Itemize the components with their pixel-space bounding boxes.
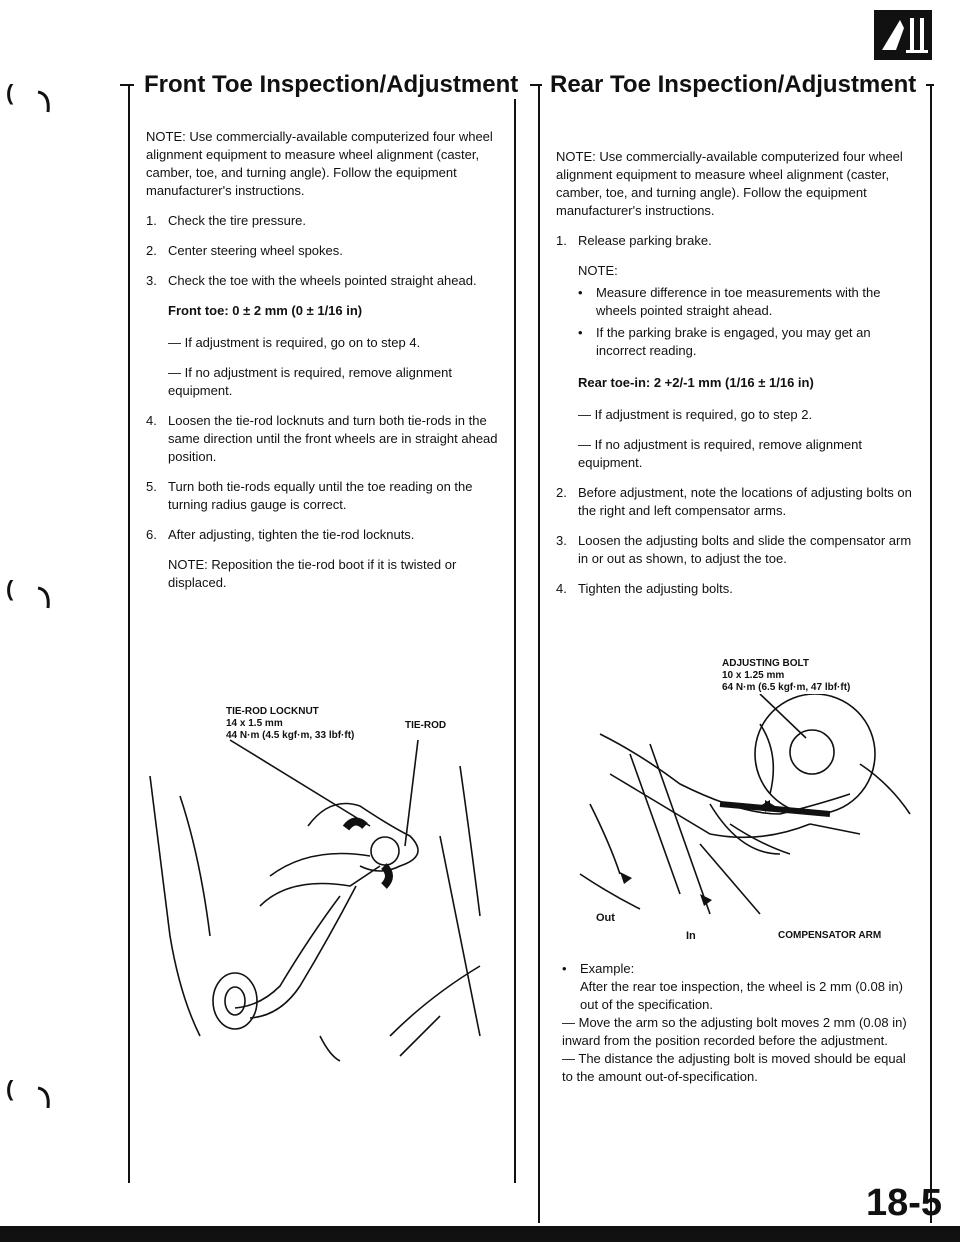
step xyxy=(146,526,502,544)
left-body xyxy=(146,128,502,604)
step-number: 4. xyxy=(146,413,157,428)
margin-bracket: ( xyxy=(6,576,14,601)
out-label: Out xyxy=(596,912,615,924)
page-number: 18-5 xyxy=(865,1182,942,1224)
title-rule-left xyxy=(530,84,542,86)
front-toe-spec: Front toe: 0 ± 2 mm (0 ± 1/16 in) xyxy=(168,303,363,318)
step-text: Turn both tie-rods equally until the toe reading on the turning radius gauge is correct. xyxy=(168,479,473,512)
right-note: NOTE: Use commercially-available computerized four wheel alignment equipment to measure wheel alignment (caster, camber, toe, and turning angle). Follow the equipment manufacturer's instructions. xyxy=(556,149,903,218)
step xyxy=(556,484,914,520)
left-note: NOTE: Use commercially-available computerized four wheel alignment equipment to measure wheel alignment (caster, camber, toe, and turning angle). Follow the equipment manufacturer's instructions. xyxy=(146,129,493,198)
margin-arrow-icon xyxy=(34,586,54,610)
step-text: Loosen the adjusting bolts and slide the compensator arm in or out as shown, to adjust the toe. xyxy=(578,533,912,566)
in-label: In xyxy=(686,930,696,942)
margin-bracket: ( xyxy=(6,1076,14,1101)
bullet-item xyxy=(556,324,914,360)
bullet-icon: • xyxy=(578,285,583,300)
left-section-title: Front Toe Inspection/Adjustment xyxy=(138,71,524,99)
adjusting-bolt-callout xyxy=(722,658,850,694)
step-text: Tighten the adjusting bolts. xyxy=(578,581,733,596)
step xyxy=(556,532,914,568)
dash-item: — If adjustment is required, go to step 2. xyxy=(578,407,813,422)
left-title-bar xyxy=(120,62,520,108)
section-icon xyxy=(874,10,932,60)
title-rule xyxy=(926,84,934,86)
step xyxy=(146,412,502,466)
bullet-text: If the parking brake is engaged, you may get an incorrect reading. xyxy=(596,325,871,358)
tie-rod-callout: TIE-ROD xyxy=(405,720,447,731)
step-number: 5. xyxy=(146,479,157,494)
step-text: Center steering wheel spokes. xyxy=(168,243,343,258)
front-toe-diagram xyxy=(140,736,502,1066)
callout-line: 10 x 1.25 mm xyxy=(722,670,785,681)
left-note-2: NOTE: Reposition the tie-rod boot if it is twisted or displaced. xyxy=(168,557,457,590)
right-section-title: Rear Toe Inspection/Adjustment xyxy=(544,71,922,99)
step-number: 4. xyxy=(556,581,567,596)
step-text: Release parking brake. xyxy=(578,233,712,248)
right-body xyxy=(556,148,914,610)
step-number: 1. xyxy=(146,213,157,228)
callout-line: TIE-ROD LOCKNUT xyxy=(226,706,319,717)
example-text: After the rear toe inspection, the wheel is 2 mm (0.08 in) out of the specification. xyxy=(580,979,903,1012)
step-text: Check the tire pressure. xyxy=(168,213,307,228)
step-number: 1. xyxy=(556,233,567,248)
step-number: 3. xyxy=(146,273,157,288)
callout-line: ADJUSTING BOLT xyxy=(722,658,810,669)
dash-item: — If no adjustment is required, remove alignment equipment. xyxy=(578,437,862,470)
step-text: Check the toe with the wheels pointed straight ahead. xyxy=(168,273,477,288)
margin-arrow-icon xyxy=(34,90,54,114)
example-dash: — Move the arm so the adjusting bolt moves 2 mm (0.08 in) inward from the position recorded before the adjustment. xyxy=(562,1015,907,1048)
bullet-icon: • xyxy=(578,325,583,340)
dash-item: — If no adjustment is required, remove alignment equipment. xyxy=(168,365,452,398)
callout-line: 14 x 1.5 mm xyxy=(226,718,283,729)
bullet-text: Measure difference in toe measurements with the wheels pointed straight ahead. xyxy=(596,285,881,318)
margin-bracket: ( xyxy=(6,80,14,105)
callout-line: 64 N·m (6.5 kgf·m, 47 lbf·ft) xyxy=(722,682,851,693)
step xyxy=(146,212,502,230)
right-title-bar xyxy=(530,62,934,108)
rear-toe-spec: Rear toe-in: 2 +2/-1 mm (1/16 ± 1/16 in) xyxy=(578,375,814,390)
example-dash: — The distance the adjusting bolt is moved should be equal to the amount out-of-specification. xyxy=(562,1051,906,1084)
step-number: 3. xyxy=(556,533,567,548)
rear-toe-diagram xyxy=(560,694,924,934)
step-number: 2. xyxy=(146,243,157,258)
example-heading: Example: xyxy=(580,961,635,976)
step xyxy=(146,272,502,290)
footer-bar xyxy=(0,1226,960,1242)
bullet-item xyxy=(556,284,914,320)
example-block xyxy=(562,960,914,1086)
note-label: NOTE: xyxy=(578,263,618,278)
step-number: 6. xyxy=(146,527,157,542)
margin-arrow-icon xyxy=(34,1086,54,1110)
step-number: 2. xyxy=(556,485,567,500)
step-text: Before adjustment, note the locations of adjusting bolts on the right and left compensator arms. xyxy=(578,485,912,518)
compensator-arm-label: COMPENSATOR ARM xyxy=(778,930,882,941)
bullet-icon: • xyxy=(562,961,567,976)
step xyxy=(146,242,502,260)
callout-line: 44 N·m (4.5 kgf·m, 33 lbf·ft) xyxy=(226,730,355,741)
title-rule-left xyxy=(120,84,134,86)
step xyxy=(146,478,502,514)
step-text: Loosen the tie-rod locknuts and turn both tie-rods in the same direction until the front wheels are in straight ahead position. xyxy=(168,413,498,464)
step xyxy=(556,232,914,250)
step-text: After adjusting, tighten the tie-rod locknuts. xyxy=(168,527,415,542)
dash-item: — If adjustment is required, go on to step 4. xyxy=(168,335,421,350)
example-bullet xyxy=(562,960,914,978)
step xyxy=(556,580,914,598)
